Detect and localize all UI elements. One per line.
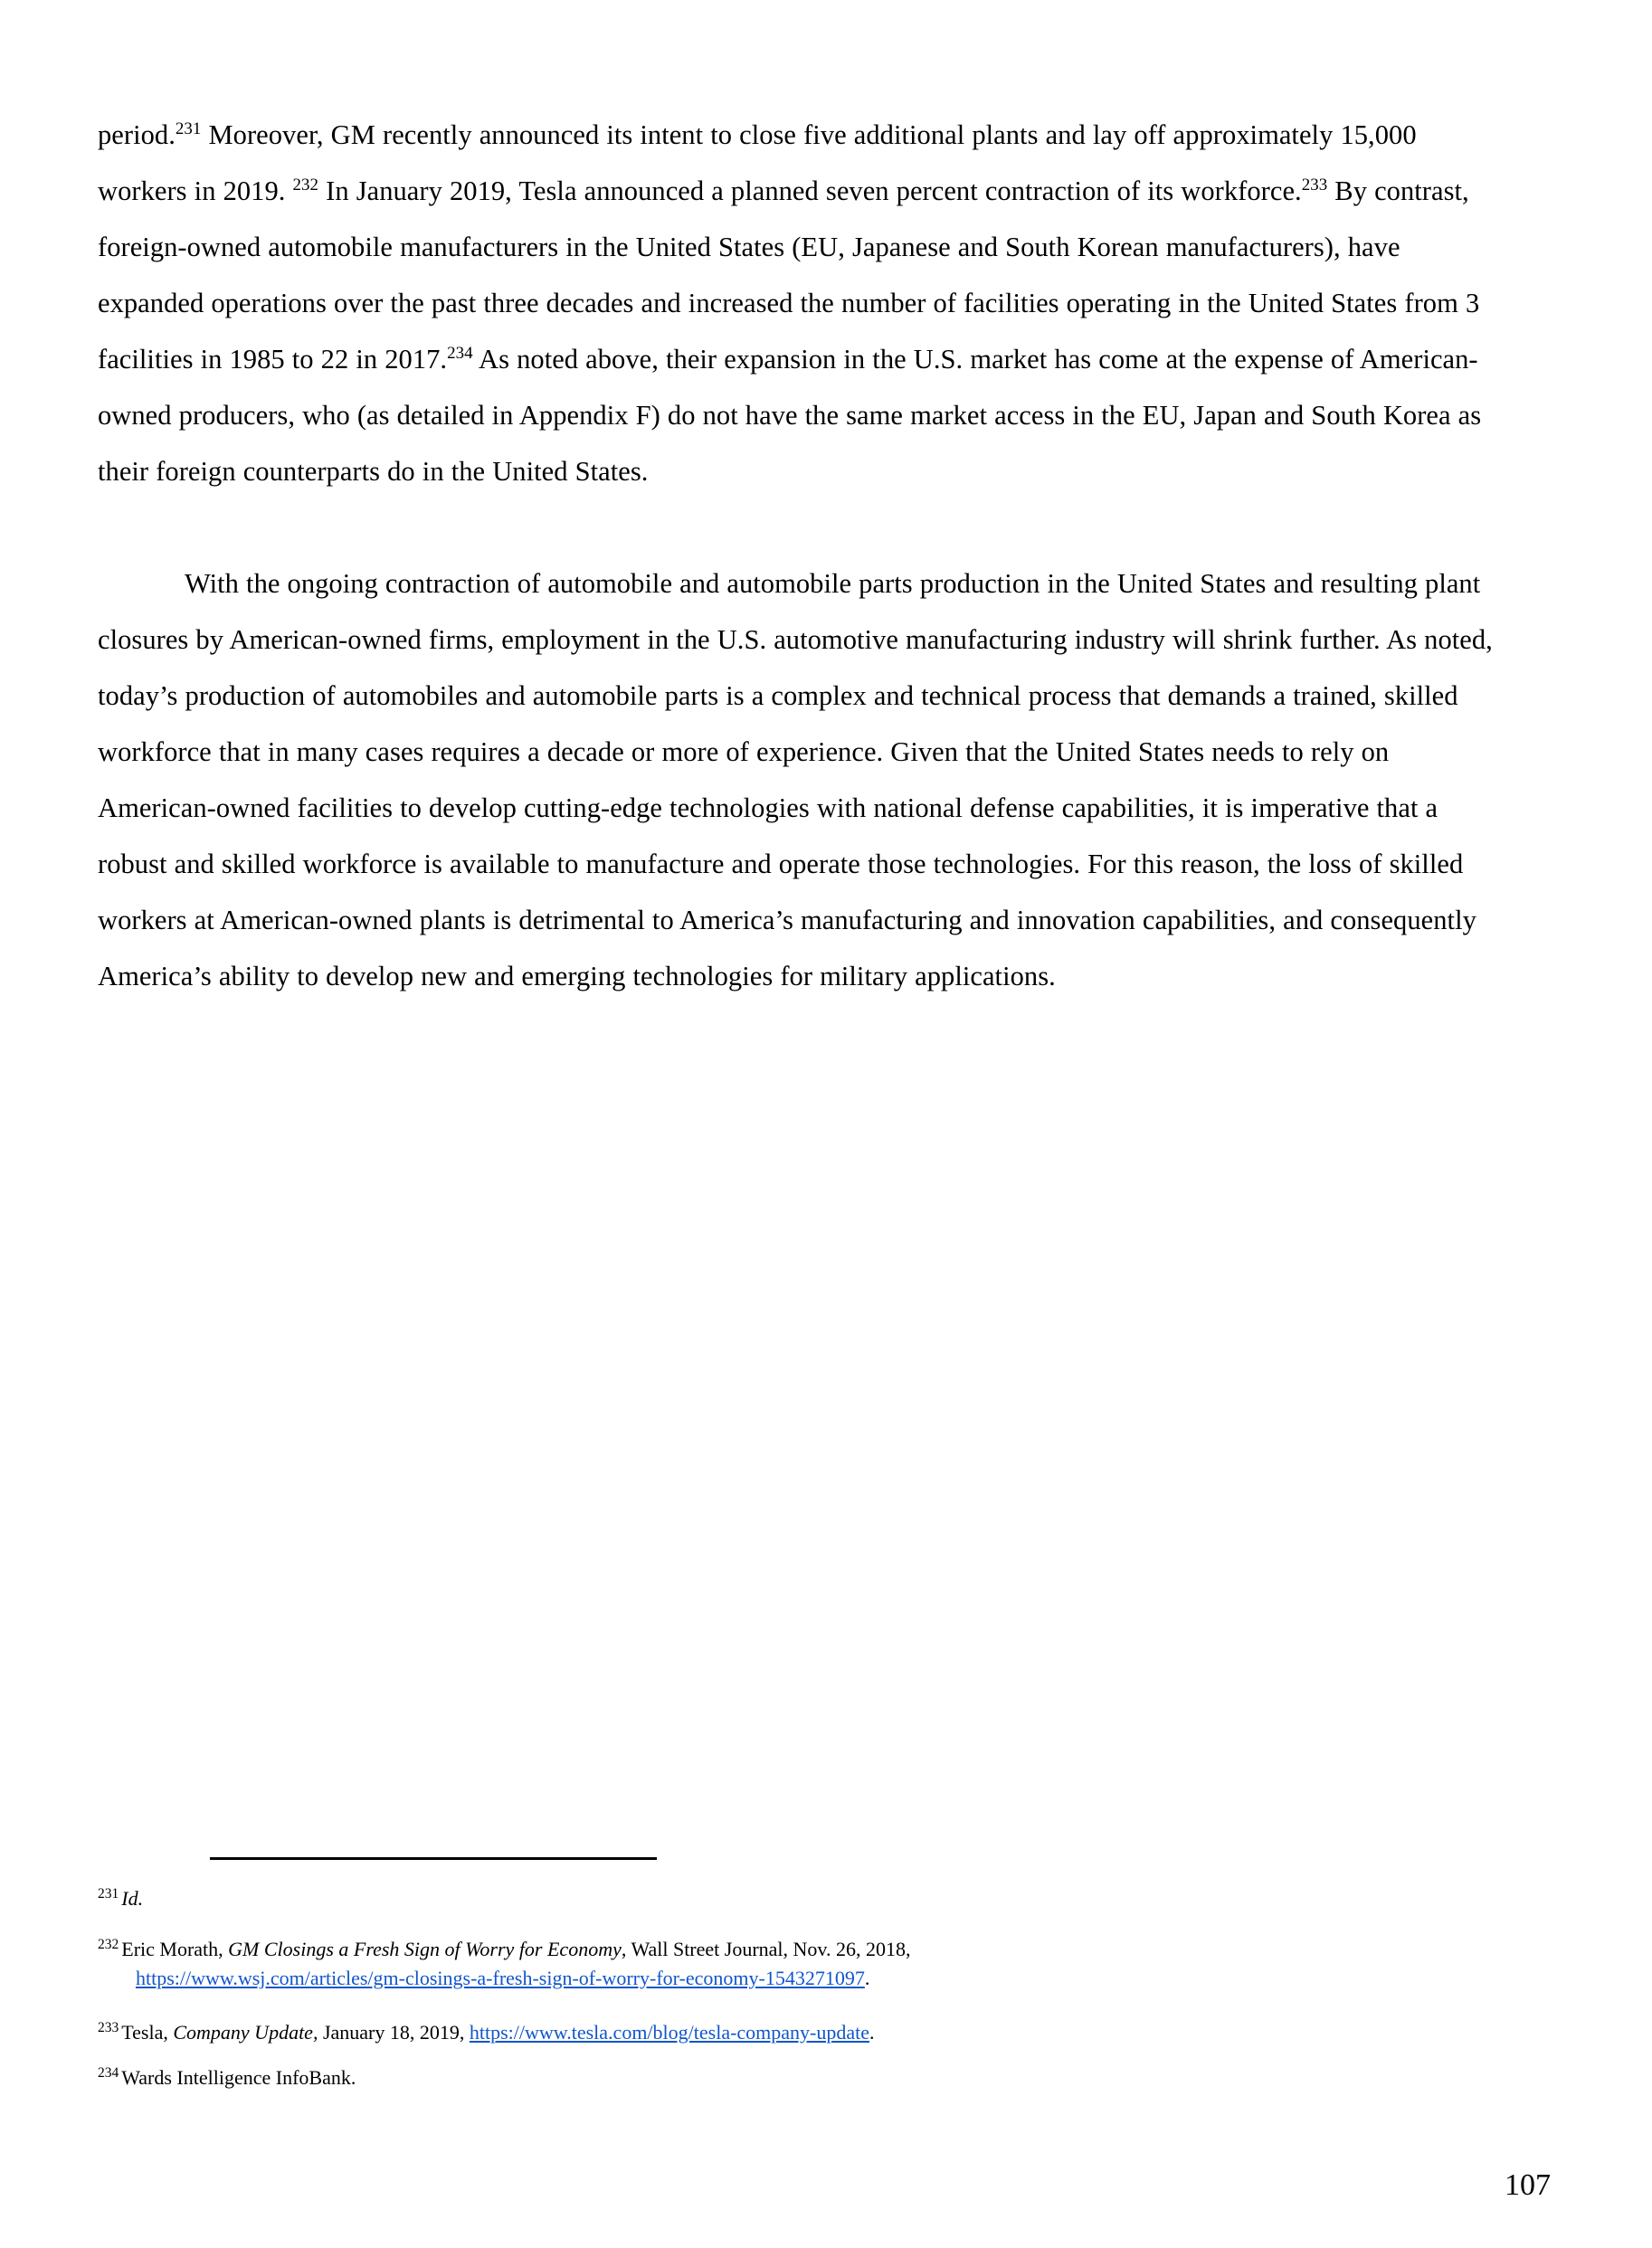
footnote-233-title: Company Update, [173, 2021, 318, 2044]
footnote-separator-rule [210, 1857, 657, 1860]
footnote-232-url-line [98, 1965, 1473, 1992]
footnote-233-prefix: Tesla, [121, 2021, 174, 2044]
footnote-233-url-link[interactable]: https://www.tesla.com/blog/tesla-company-update [469, 2021, 870, 2044]
para1-segment-1: period. [98, 119, 176, 150]
para1-segment-4: By contrast, foreign-owned automobile manufacturers in the United States (EU, Japanese and South Korean manufacturers), have expanded operations over the past three decades and increased the number of facilities operating in the United States from 3 facilities in 1985 to 22 in 2017. [98, 175, 1480, 375]
footnote-234-text: Wards Intelligence InfoBank. [121, 2066, 356, 2089]
footnote-232-title: GM Closings a Fresh Sign of Worry for Economy [228, 1938, 622, 1960]
para1-segment-5: As noted above, their expansion in the U.S. market has come at the expense of American-owned producers, who (as detailed in Appendix F) do not have the same market access in the EU, Japan and South Korea as their foreign counterparts do in the United States. [98, 344, 1482, 487]
footnote-231 [98, 1885, 1473, 1912]
footnote-232-trailing: . [864, 1967, 870, 1989]
footnote-marker-231[interactable]: 231 [175, 119, 202, 138]
para1-segment-3: In January 2019, Tesla announced a planned seven percent contraction of its workforce. [318, 175, 1302, 206]
para1-segment-2: Moreover, GM recently announced its intent to close five additional plants and lay off approximately 15,000 workers in 2019. [98, 119, 1417, 206]
footnote-233-trailing: . [869, 2021, 875, 2044]
body-text-container [98, 107, 1509, 1004]
footnote-marker-232[interactable]: 232 [292, 175, 319, 194]
page-number: 107 [1505, 2168, 1551, 2202]
footnote-232 [98, 1936, 1473, 1992]
footnote-232-author: Eric Morath, [121, 1938, 229, 1960]
footnote-233-middle: January 18, 2019, [318, 2021, 470, 2044]
footnote-233 [98, 2019, 1473, 2046]
footnote-233-marker: 233 [98, 2019, 119, 2035]
footnote-232-url-link[interactable]: https://www.wsj.com/articles/gm-closings-a-fresh-sign-of-worry-for-economy-1543271097 [136, 1967, 865, 1989]
footnote-marker-234[interactable]: 234 [447, 343, 473, 363]
footnote-234-marker: 234 [98, 2064, 119, 2081]
footnote-231-text: Id. [121, 1887, 144, 1910]
footnote-marker-233[interactable]: 233 [1301, 175, 1328, 194]
footnote-231-marker: 231 [98, 1885, 119, 1902]
footnotes-container [98, 1885, 1473, 2091]
footnote-232-marker: 232 [98, 1936, 119, 1952]
paragraph-two [98, 555, 1509, 1004]
para2-text: With the ongoing contraction of automobile and automobile parts production in the United States and resulting plant closures by American-owned firms, employment in the U.S. automotive manufacturing industry will shrink further. As noted, today’s production of automobiles and automobile parts is a complex and technical process that demands a trained, skilled workforce that in many cases requires a decade or more of experience. Given that the United States needs to rely on American-owned facilities to develop cutting-edge technologies with national defense capabilities, it is imperative that a robust and skilled workforce is available to manufacture and operate those technologies. For this reason, the loss of skilled workers at American-owned plants is detrimental to America’s manufacturing and innovation capabilities, and consequently America’s ability to develop new and emerging technologies for military applications. [98, 568, 1493, 991]
paragraph-one [98, 107, 1509, 499]
footnote-234 [98, 2064, 1473, 2091]
footnote-232-publication: , Wall Street Journal, Nov. 26, 2018, [621, 1938, 911, 1960]
